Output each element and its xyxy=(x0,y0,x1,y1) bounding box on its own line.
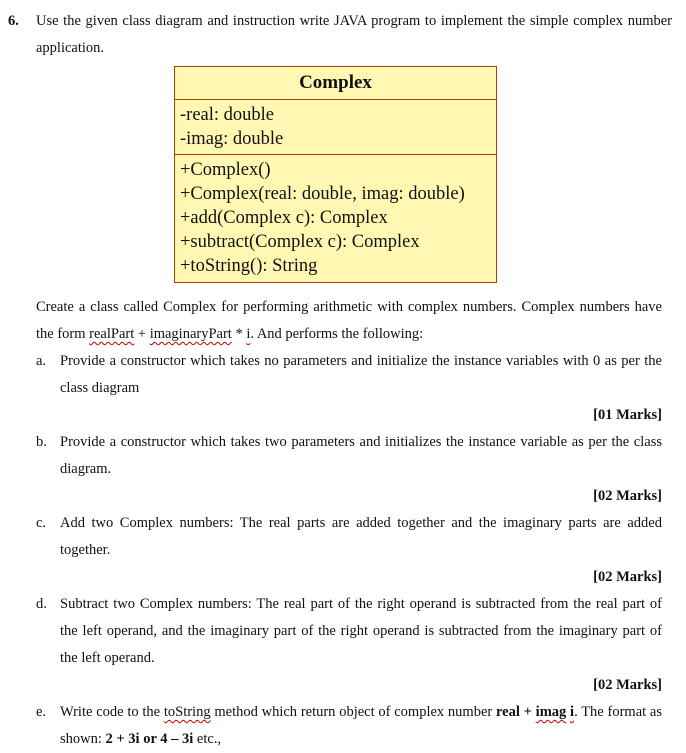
uml-method: +subtract(Complex c): Complex xyxy=(180,232,420,252)
marks-label: [02 Marks] xyxy=(593,569,662,585)
list-item xyxy=(36,699,662,753)
marks-label: [02 Marks] xyxy=(593,488,662,504)
item-text: Subtract two Complex numbers: The real part of the right operand is subtracted from the real part of the left operand, and the imaginary part of the right operand is subtracted from the imaginary part of the left operand. xyxy=(60,596,662,666)
item-text: method which return object of complex number xyxy=(210,704,496,720)
question-header xyxy=(8,8,672,62)
tostring-term: toString xyxy=(163,704,211,720)
instructions xyxy=(36,294,662,753)
uml-attributes xyxy=(175,100,496,155)
item-text: Add two Complex numbers: The real parts are added together and the imaginary parts are added together. xyxy=(60,515,662,558)
uml-method: +Complex(real: double, imag: double) xyxy=(180,184,465,204)
plus-sign: + xyxy=(519,704,536,720)
imaginary-part-term: imaginaryPart xyxy=(149,326,232,342)
item-text: Provide a constructor which takes no parameters and initialize the instance variables with 0 as per the class diagram xyxy=(60,353,662,396)
intro-text: have the form xyxy=(36,299,662,342)
item-label: e. xyxy=(36,704,47,720)
uml-method: +Complex() xyxy=(180,160,271,180)
item-text: . The format as shown: xyxy=(60,704,663,747)
i-term: i xyxy=(246,326,251,342)
uml-attribute: -imag: double xyxy=(180,129,284,149)
item-text: Write code to the xyxy=(60,704,164,720)
uml-method: +add(Complex c): Complex xyxy=(180,208,388,228)
item-label: d. xyxy=(36,596,47,612)
item-text: Provide a constructor which takes two parameters and initializes the instance variable as per the class diagram. xyxy=(60,434,662,477)
uml-attribute: -real: double xyxy=(180,105,274,125)
i-term: i xyxy=(570,704,575,720)
list-item xyxy=(36,348,662,402)
marks-label: [02 Marks] xyxy=(593,677,662,693)
imag-term: imag xyxy=(535,704,567,720)
list-item xyxy=(36,429,662,483)
intro-paragraph xyxy=(36,294,662,348)
times-sign: * xyxy=(231,326,247,342)
plus-sign: + xyxy=(134,326,150,342)
uml-method: +toString(): String xyxy=(180,256,318,276)
intro-line: Create a class called Complex for performing arithmetic with complex numbers. Complex numbers xyxy=(36,299,630,315)
or-text: or xyxy=(139,731,161,747)
real-term: real xyxy=(495,704,520,720)
question-number: 6. xyxy=(8,13,19,29)
real-part-term: realPart xyxy=(89,326,135,342)
uml-class-name: Complex xyxy=(175,67,496,100)
example-1: 2 + 3i xyxy=(105,731,140,747)
marks-label: [01 Marks] xyxy=(593,407,662,423)
list-item xyxy=(36,591,662,672)
item-label: c. xyxy=(36,515,47,531)
intro-rest: . And performs the following: xyxy=(250,326,424,342)
list-item xyxy=(36,510,662,564)
item-label: b. xyxy=(36,434,47,450)
item-label: a. xyxy=(36,353,47,369)
question-text: Use the given class diagram and instruction write JAVA program to implement the simple complex number application. xyxy=(36,13,672,56)
uml-class-diagram xyxy=(174,66,497,283)
example-2: 4 – 3i xyxy=(160,731,194,747)
item-text: etc., xyxy=(193,731,222,747)
uml-methods xyxy=(175,155,496,282)
